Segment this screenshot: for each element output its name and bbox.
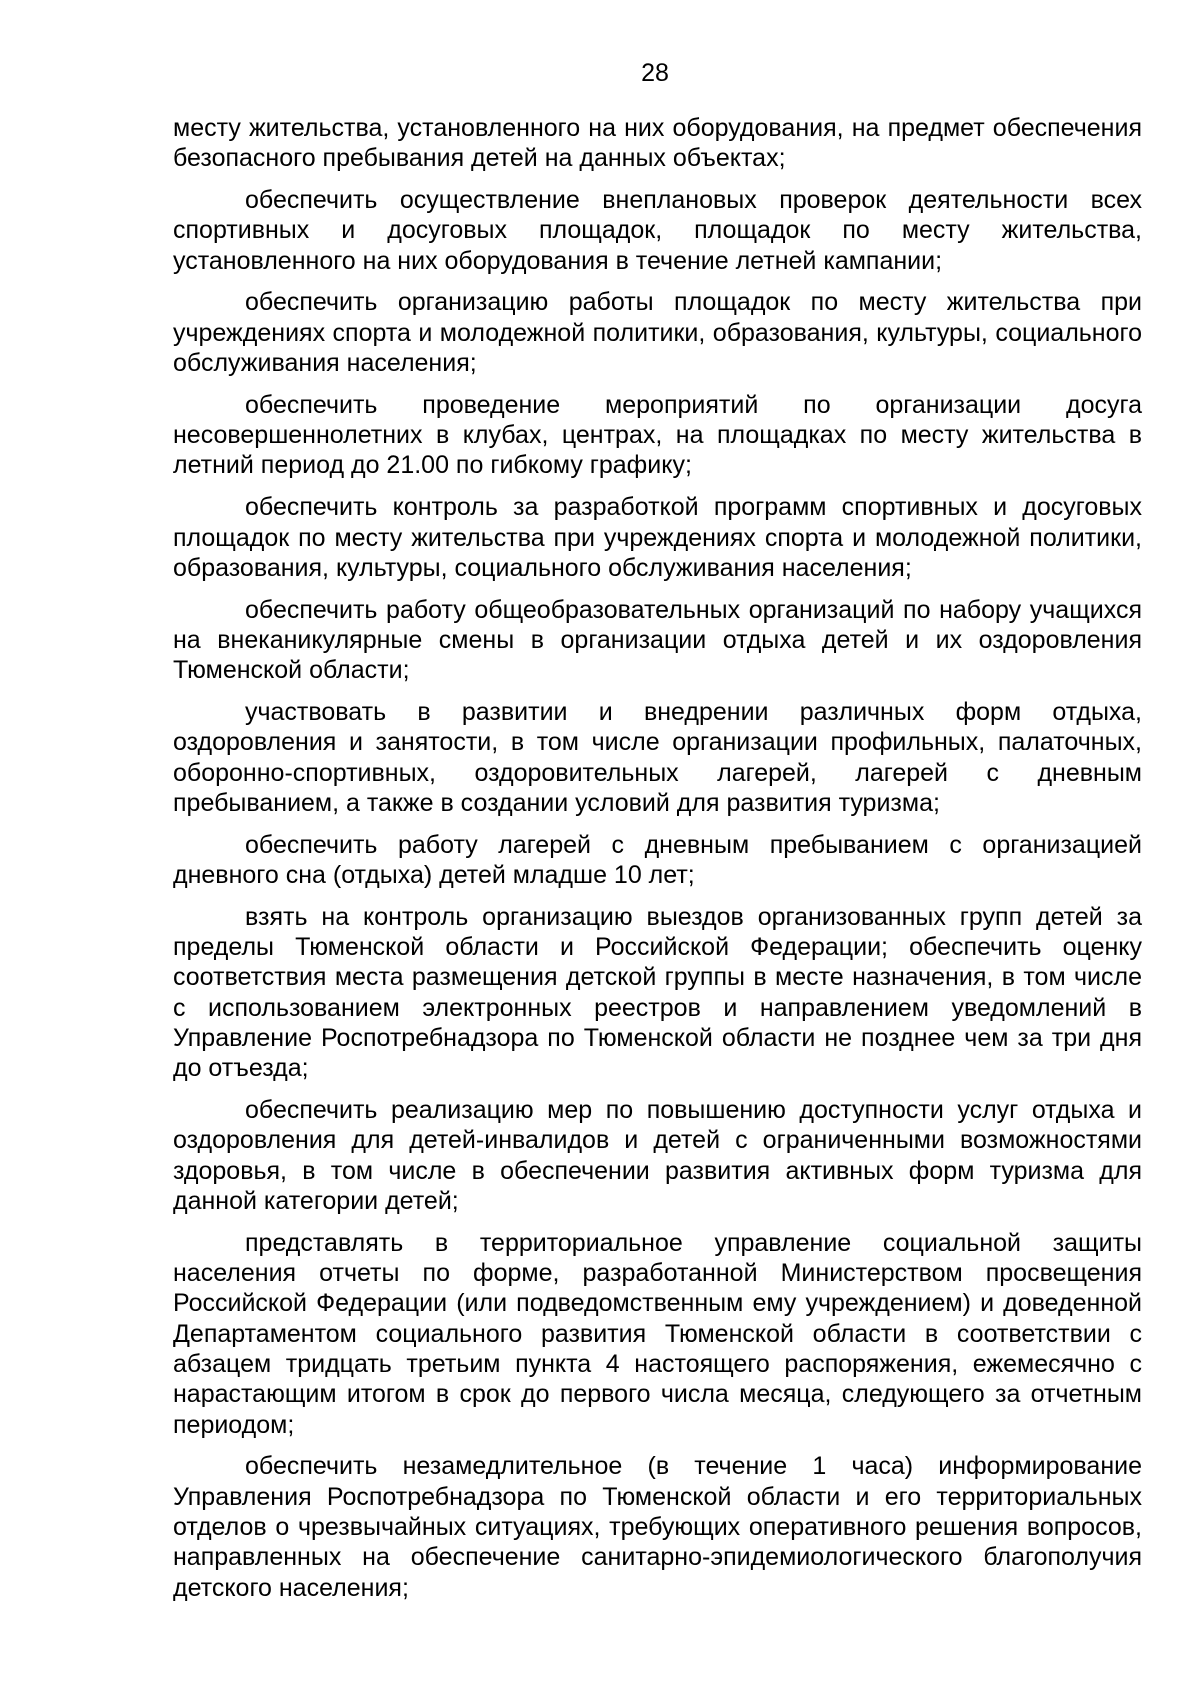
paragraph: участвовать в развитии и внедрении различных форм отдыха, оздоровления и занятости, в том числе организации профильных, палаточных, оборонно-спортивных, оздоровительных лагерей, лагерей с дневным пребыванием, а также в создании условий для развития туризма; <box>173 698 1142 817</box>
paragraph: обеспечить работу лагерей с дневным пребыванием с организацией дневного сна (отдыха) детей младше 10 лет; <box>173 830 1142 890</box>
paragraph: представлять в территориальное управление социальной защиты населения отчеты по форме, разработанной Министерством просвещения Российской Федерации (или подведомственным ему учреждением) и доведенной Департаментом социального развития Тюменской области в соответствии с абзацем тридцать третьим пункта 4 настоящего распоряжения, ежемесячно с нарастающим итогом в срок до первого числа месяца, следующего за отчетным периодом; <box>173 1228 1142 1439</box>
paragraph: обеспечить проведение мероприятий по организации досуга несовершеннолетних в клубах, центрах, на площадках по месту жительства в летний период до 21.00 по гибкому графику; <box>173 390 1142 480</box>
paragraph: обеспечить организацию работы площадок по месту жительства при учреждениях спорта и молодежной политики, образования, культуры, социального обслуживания населения; <box>173 288 1142 378</box>
document-body <box>173 113 1142 1614</box>
paragraph: обеспечить осуществление внеплановых проверок деятельности всех спортивных и досуговых площадок, площадок по месту жительства, установленного на них оборудования в течение летней кампании; <box>173 186 1142 275</box>
paragraph-continuation: месту жительства, установленного на них оборудования, на предмет обеспечения безопасного пребывания детей на данных объектах; <box>173 114 1142 173</box>
paragraph: обеспечить контроль за разработкой программ спортивных и досуговых площадок по месту жительства при учреждениях спорта и молодежной политики, образования, культуры, социального обслуживания населения; <box>173 493 1142 582</box>
paragraph: обеспечить реализацию мер по повышению доступности услуг отдыха и оздоровления для детей-инвалидов и детей с ограниченными возможностями здоровья, в том числе в обеспечении развития активных форм туризма для данной категории детей; <box>173 1096 1142 1215</box>
paragraph: обеспечить работу общеобразовательных организаций по набору учащихся на внеканикулярные смены в организации отдыха детей и их оздоровления Тюменской области; <box>173 595 1142 685</box>
paragraph: взять на контроль организацию выездов организованных групп детей за пределы Тюменской области и Российской Федерации; обеспечить оценку соответствия места размещения детской группы в месте назначения, в том числе с использованием электронных реестров и направлением уведомлений в Управление Роспотребнадзора по Тюменской области не позднее чем за три дня до отъезда; <box>173 902 1142 1083</box>
page-number: 28 <box>641 59 669 87</box>
paragraph: обеспечить незамедлительное (в течение 1 часа) информирование Управления Роспотребнадзора по Тюменской области и его территориальных отделов о чрезвычайных ситуациях, требующих оперативного решения вопросов, направленных на обеспечение санитарно-эпидемиологического благополучия детского населения; <box>173 1452 1142 1602</box>
